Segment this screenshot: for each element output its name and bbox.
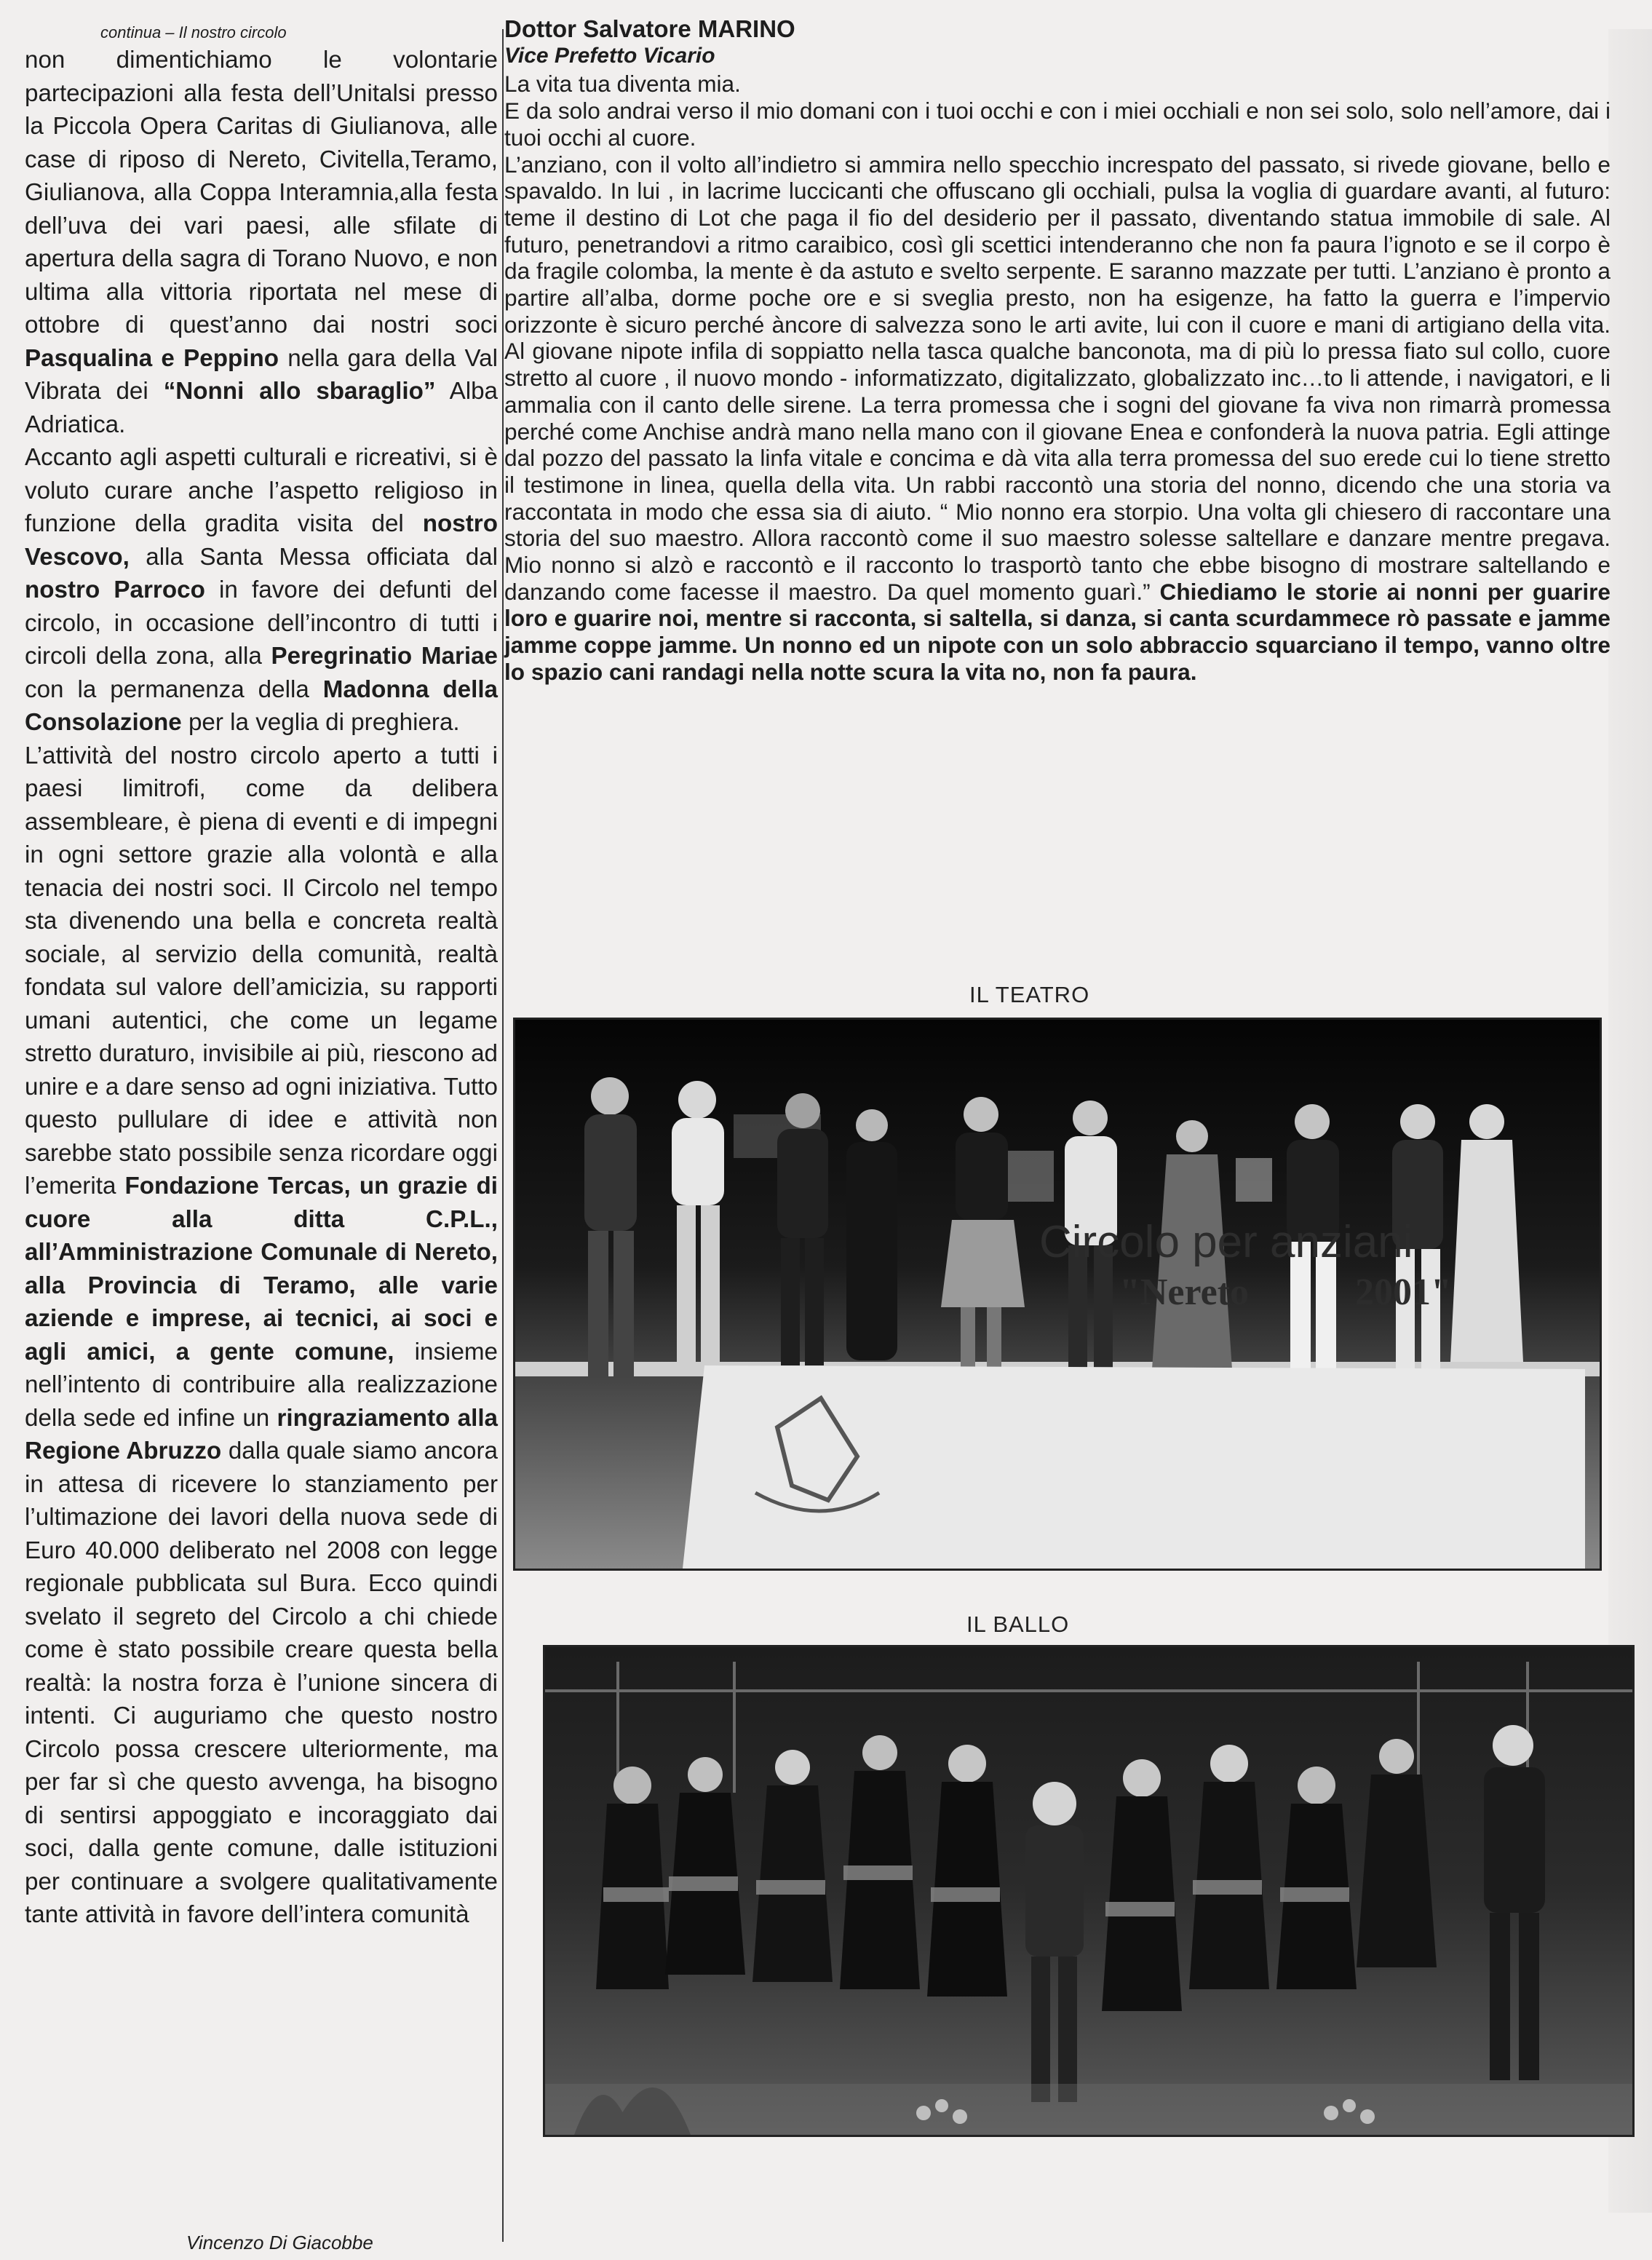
paragraph-religious [25,441,498,740]
banner-place: "Nereto [1119,1272,1250,1313]
ballo-caption: IL BALLO [966,1611,1070,1637]
banner-title: Circolo per anziani [1039,1217,1413,1267]
text-span: dalla quale siamo ancora in attesa di ricevere lo stanziamento per l’ultimazione dei lavori della nuova sede di Euro 40.000 deliberato nel 2008 con legge regionale pubblicata sul Bura. Ecco quindi svelato il segreto del Circolo a chi chiede come è stato possibile creare questa bella realtà: la nostra forza è l’unione sincera di intenti. Ci auguriamo che questo nostro Circolo possa crescere ulteriormente, ma per far sì che questo avvenga, ha bisogno di sentirsi appoggiato e incoraggiato dai soci, dalla gente comune, dalle istituzioni per continuare a svolgere qualitativamente tante attività in favore dell’intera comunità [25,1438,498,1928]
ballo-photo [543,1645,1635,2137]
article-closing-bold: Chiediamo le storie ai nonni per guarire loro e guarire noi, mentre si racconta, si saltella, si danza, si canta scurdammece rò passate e jamme jamme coppe jamme. Un nonno ed un nipote con un solo abbraccio squarciano il tempo, vanno oltre lo spazio cani randagi nella notte scura la vita no, non fa paura. [504,578,1611,685]
bold-span: Pasqualina e Peppino [25,344,279,372]
paragraph-activities [25,44,498,441]
person-silhouette [846,1109,897,1360]
text-span: in favore dei defunti del circolo, in occasione dell’incontro di tutti i circoli della zona, alla [25,576,498,670]
left-column [25,22,498,1932]
banner-year: 2001" [1355,1272,1452,1313]
text-span: insieme nell’intento di contribuire alla realizzazione della sede ed infine un [25,1338,498,1432]
teatro-photo [513,1018,1602,1571]
article-body-text: L’anziano, con il volto all’indietro si ammira nello specchio increspato del passato, si rivede giovane, bello e spavaldo. In lui , in lacrime luccicanti che offuscano gli occhiali, pulsa la voglia di guardare avanti, al futuro: teme il destino di Lot che paga il fio del desiderio per il passato, diventando statua immobile di sale. Al futuro, penetrandovi a ritmo caraibico, così gli scettici intenderanno che non fa paura l’ignoto e se il corpo è da fragile colomba, la mente è da astuto e svelto serpente. E saranno mazzate per tutti. L’anziano è pronto a partire all’alba, dorme poche ore e si sveglia presto, non ha esigenze, ha fatto la guerra e l’impervio orizzonte è sicuro perché àncore di salvezza sono le arti avite, lui con il cuore e mani di artigiano della vita. Al giovane nipote infila di soppiatto nella tasca qualche banconota, ma di più lo pressa fiato sul collo, cuore stretto al cuore , il nuovo mondo - informatizzato, digitalizzato, globalizzato inc…to li attende, i navigatori, e li ammalia con il canto delle sirene. La terra promessa che i sogni del giovane fa viva non rimarrà promessa perché come Anchise andrà mano nella mano con il giovane Enea e confonderà la nuova patria. Egli attinge dal pozzo del passato la linfa vitale e concima e dà vita alla terra promessa del suo erede cui lo tiene stretto il testimone in linea, quella della vita. Un rabbi raccontò una storia del nonno, dicendo che una storia va raccontata in modo che essa sia di aiuto. “ Mio nonno era storpio. Una volta gli chiesero di raccontare una storia del suo maestro. Allora raccontò come il suo maestro solesse saltellare e danzare mentre pregava. Mio nonno si alzò e raccontò e il racconto lo trasportò tanto che ebbe bisogno di mostrare saltellando e danzando come facesse il maestro. Da quel momento guarì.” [504,151,1611,605]
text-span: Accanto agli aspetti culturali e ricreativi, si è voluto curare anche l’aspetto religioso in funzione della gradita visita del [25,444,498,537]
text-span: non dimentichiamo le volontarie partecipazioni alla festa dell’Unitalsi presso la Piccola Opera Caritas di Giulianova, alle case di riposo di Nereto, Civitella,Teramo, Giulianova, alla Coppa Interamnia,alla festa dell’uva dei vari paesi, alle sfilate di apertura della sagra di Torano Nuovo, e non ultima alla vittoria riportata nel mese di ottobre di quest’anno dai nostri soci [25,47,498,338]
text-span: per la veglia di preghiera. [181,709,460,736]
bold-span: ringraziamento alla Regione Abruzzo [25,1404,498,1464]
text-span: nella gara della Val Vibrata dei [25,344,498,405]
bold-span: nostro Parroco [25,576,205,603]
article [504,16,1611,686]
text-span: Alba Adriatica. [25,378,498,438]
bold-span: Fondazione Tercas, un grazie di cuore alla ditta C.P.L., all’Amministrazione Comunale di Nereto, alla Provincia di Teramo, alle varie aziende e imprese, ai tecnici, ai soci e agli amici, a gente comune, [25,1173,498,1365]
article-opening-line: La vita tua diventa mia. [504,71,741,98]
article-body [504,151,1611,686]
column-divider [502,29,504,2242]
bold-span: Peregrinatio Mariae [271,643,498,670]
text-span: alla Santa Messa officiata dal [129,543,498,571]
person-silhouette [1450,1104,1523,1362]
continuation-label: continua – Il nostro circolo [100,23,287,41]
bold-span: Madonna della Consolazione [25,675,498,736]
banner-cloth [683,1365,1585,1569]
ballo-photo-illustration [545,1647,1632,2135]
teatro-caption: IL TEATRO [969,982,1090,1007]
text-span: L’attività del nostro circolo aperto a tutti i paesi limitrofi, come da delibera assembleare, è piena di eventi e di impegni in ogni settore grazie alla volontà e alla tenacia dei nostri soci. Il Circolo nel tempo sta divenendo una bella e concreta realtà sociale, al servizio della comunità, realtà fondata sul valore dell’amicizia, su rapporti umani autentici, che come un legame stretto duraturo, invisibile ai più, riescono ad unire e a dare senso ad ogni iniziativa. Tutto questo pullulare di idee e attività non sarebbe stato possibile senza ricordare oggi l’emerita [25,742,498,1200]
banner-subtitle [1119,1271,1452,1314]
article-second-line: E da solo andrai verso il mio domani con i tuoi occhi e con i miei occhiali e non sei solo, solo nell’amore, dai i tuoi occhi al cuore. [504,98,1611,151]
article-author: Dottor Salvatore MARINO [504,15,795,42]
text-span: con la permanenza della [25,675,323,703]
signature: Vincenzo Di Giacobbe [186,2232,373,2253]
article-author-role: Vice Prefetto Vicario [504,43,715,68]
paragraph-thanks [25,740,498,1932]
bold-span: “Nonni allo sbaraglio” [163,378,436,405]
bold-span: nostro Vescovo, [25,510,498,571]
